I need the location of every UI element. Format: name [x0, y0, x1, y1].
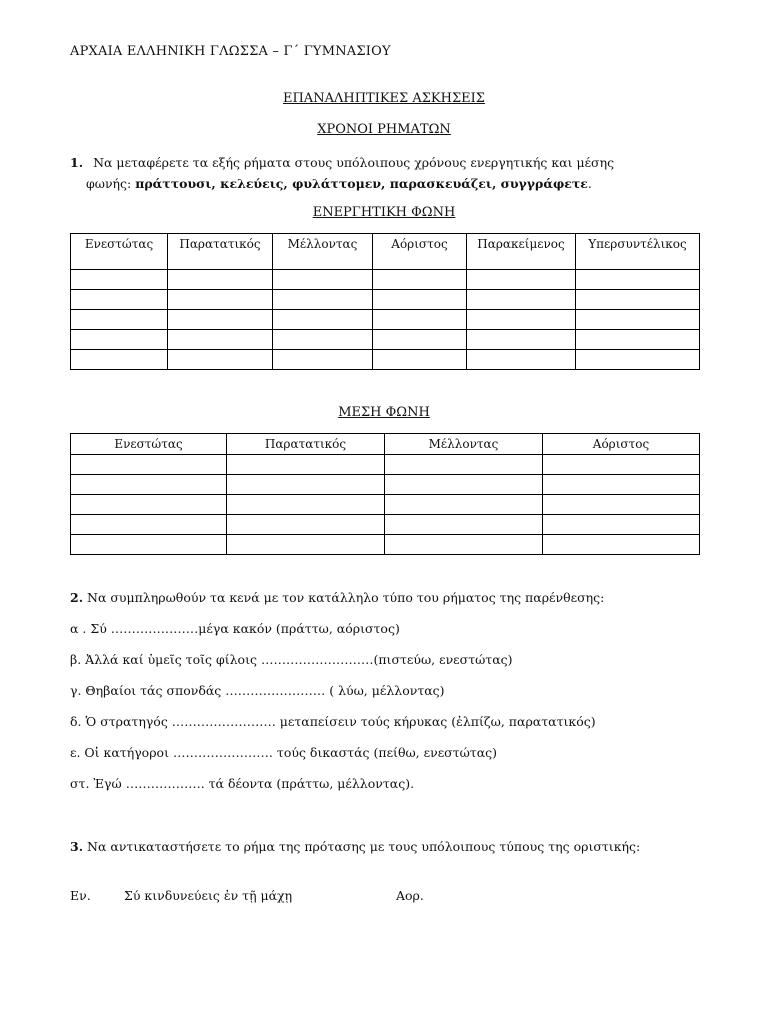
exercise-1-number: 1.: [70, 155, 84, 170]
answer-cell[interactable]: [227, 475, 385, 495]
table-row: [71, 290, 700, 310]
exercise-3-number: 3.: [70, 839, 84, 854]
exercise-1-instructions: [70, 152, 698, 194]
answer-cell[interactable]: [71, 350, 168, 370]
answer-cell[interactable]: [168, 350, 273, 370]
answer-cell[interactable]: [168, 270, 273, 290]
answer-cell[interactable]: [168, 330, 273, 350]
answer-cell[interactable]: [373, 310, 467, 330]
exercise-2-line-d: δ. Ὁ στρατηγός ……………………. μεταπείσειν τούς κήρυκας (ἐλπίζω, παρατατικός): [70, 714, 596, 729]
active-header-present: Ενεστώτας: [71, 234, 168, 270]
active-voice-title: ΕΝΕΡΓΗΤΙΚΗ ΦΩΝΗ: [312, 205, 456, 220]
middle-header-imperfect: Παρατατικός: [227, 434, 385, 455]
answer-cell[interactable]: [467, 290, 576, 310]
answer-cell[interactable]: [71, 310, 168, 330]
exercise-1-end: .: [587, 176, 592, 191]
table-row: [71, 495, 700, 515]
table-row: [71, 535, 700, 555]
answer-cell[interactable]: [71, 290, 168, 310]
table-row: [71, 330, 700, 350]
document-subtitle: ΧΡΟΝΟΙ ΡΗΜΑΤΩΝ: [317, 122, 451, 137]
answer-cell[interactable]: [467, 330, 576, 350]
active-header-imperfect: Παρατατικός: [168, 234, 273, 270]
exercise-1-verbs: πράττουσι, κελεύεις, φυλάττομεν, παρασκευάζει, συγγράφετε: [135, 176, 588, 191]
answer-cell[interactable]: [71, 475, 227, 495]
exercise-2-line-b: β. Ἀλλά καί ὑμεῖς τοῖς φίλοις ………………………(πιστεύω, ενεστώτας): [70, 652, 513, 667]
answer-cell[interactable]: [576, 350, 700, 370]
table-row: [71, 310, 700, 330]
answer-cell[interactable]: [273, 350, 373, 370]
active-header-pluperfect: Υπερσυντέλικος: [576, 234, 700, 270]
answer-cell[interactable]: [227, 495, 385, 515]
active-header-aorist: Αόριστος: [373, 234, 467, 270]
answer-cell[interactable]: [576, 310, 700, 330]
answer-cell[interactable]: [227, 455, 385, 475]
answer-cell[interactable]: [385, 515, 543, 535]
answer-cell[interactable]: [576, 290, 700, 310]
answer-cell[interactable]: [273, 290, 373, 310]
answer-cell[interactable]: [168, 310, 273, 330]
answer-cell[interactable]: [373, 290, 467, 310]
exercise-2-number: 2.: [70, 590, 84, 605]
exercise-3-sentence: Σύ κινδυνεύεις ἐν τῇ μάχῃ: [124, 888, 293, 903]
answer-cell[interactable]: [385, 475, 543, 495]
answer-cell[interactable]: [71, 270, 168, 290]
answer-cell[interactable]: [71, 330, 168, 350]
answer-cell[interactable]: [373, 350, 467, 370]
answer-cell[interactable]: [373, 330, 467, 350]
middle-header-present: Ενεστώτας: [71, 434, 227, 455]
table-row: [71, 515, 700, 535]
active-voice-table: [70, 233, 700, 370]
answer-cell[interactable]: [273, 310, 373, 330]
exercise-1-text-cont: φωνής:: [86, 176, 136, 191]
answer-cell[interactable]: [385, 455, 543, 475]
active-header-perfect: Παρακείμενος: [467, 234, 576, 270]
table-row: [71, 270, 700, 290]
answer-cell[interactable]: [227, 535, 385, 555]
middle-voice-table: [70, 433, 700, 555]
middle-header-future: Μέλλοντας: [385, 434, 543, 455]
exercise-1-text: Να μεταφέρετε τα εξής ρήματα στους υπόλοιπους χρόνους ενεργητικής και μέσης: [93, 155, 615, 170]
middle-voice-title: ΜΕΣΗ ΦΩΝΗ: [338, 405, 430, 420]
exercise-2-instructions: [70, 590, 604, 605]
answer-cell[interactable]: [543, 455, 700, 475]
aorist-label: Αορ.: [396, 888, 424, 903]
answer-cell[interactable]: [543, 515, 700, 535]
answer-cell[interactable]: [467, 270, 576, 290]
answer-cell[interactable]: [373, 270, 467, 290]
answer-cell[interactable]: [71, 495, 227, 515]
document-header: ΑΡΧΑΙΑ ΕΛΛΗΝΙΚΗ ΓΛΩΣΣΑ – Γ΄ ΓΥΜΝΑΣΙΟΥ: [70, 44, 391, 59]
answer-cell[interactable]: [385, 535, 543, 555]
exercise-2-line-f: στ. Ἐγώ ………………. τά δέοντα (πράττω, μέλλοντας).: [70, 776, 415, 791]
exercise-2-text: Να συμπληρωθούν τα κενά με τον κατάλληλο τύπο του ρήματος της παρένθεσης:: [83, 590, 605, 605]
answer-cell[interactable]: [543, 475, 700, 495]
exercise-3-text: Να αντικαταστήσετε το ρήμα της πρότασης με τους υπόλοιπους τύπους της οριστικής:: [83, 839, 641, 854]
exercise-2-line-c: γ. Θηβαίοι τάς σπονδάς …………………… ( λύω, μέλλοντας): [70, 683, 445, 698]
answer-cell[interactable]: [71, 515, 227, 535]
present-label: Εν.: [70, 888, 91, 903]
answer-cell[interactable]: [273, 330, 373, 350]
exercise-3-instructions: [70, 836, 698, 857]
answer-cell[interactable]: [385, 495, 543, 515]
answer-cell[interactable]: [576, 330, 700, 350]
answer-cell[interactable]: [467, 310, 576, 330]
answer-cell[interactable]: [543, 495, 700, 515]
answer-cell[interactable]: [576, 270, 700, 290]
active-header-future: Μέλλοντας: [273, 234, 373, 270]
table-row: [71, 350, 700, 370]
answer-cell[interactable]: [227, 515, 385, 535]
middle-header-aorist: Αόριστος: [543, 434, 700, 455]
answer-cell[interactable]: [71, 535, 227, 555]
exercise-2-line-a: α . Σύ …………………μέγα κακόν (πράττω, αόριστος): [70, 621, 400, 636]
document-title: ΕΠΑΝΑΛΗΠΤΙΚΕΣ ΑΣΚΗΣΕΙΣ: [282, 91, 485, 106]
table-row: [71, 475, 700, 495]
exercise-2-line-e: ε. Οἱ κατήγοροι …………………… τούς δικαστάς (πείθω, ενεστώτας): [70, 745, 498, 760]
answer-cell[interactable]: [273, 270, 373, 290]
table-row: [71, 455, 700, 475]
answer-cell[interactable]: [71, 455, 227, 475]
answer-cell[interactable]: [168, 290, 273, 310]
answer-cell[interactable]: [467, 350, 576, 370]
answer-cell[interactable]: [543, 535, 700, 555]
